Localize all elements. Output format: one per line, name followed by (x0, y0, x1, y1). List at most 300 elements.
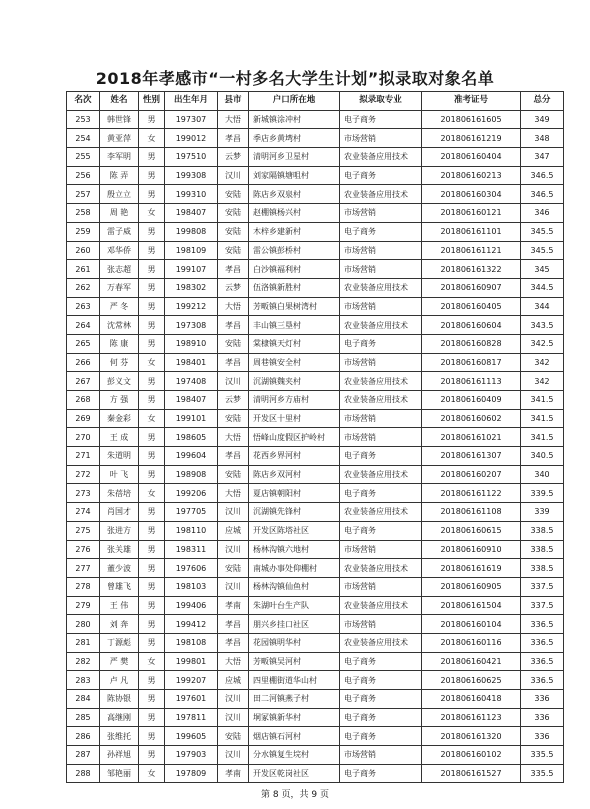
col-name: 姓名 (100, 92, 139, 111)
cell-rank: 278 (67, 577, 100, 596)
cell-name: 孙祥旭 (100, 746, 139, 765)
cell-ticket: 201806160405 (422, 297, 521, 316)
cell-birth: 197408 (165, 372, 218, 391)
cell-county: 汉川 (218, 690, 249, 709)
admission-table (66, 91, 564, 783)
cell-residence: 开发区十里村 (249, 409, 340, 428)
cell-birth: 197903 (165, 746, 218, 765)
cell-ticket: 201806160104 (422, 615, 521, 634)
cell-residence: 花园镇明华村 (249, 633, 340, 652)
cell-rank: 253 (67, 110, 100, 129)
table-row (67, 484, 564, 503)
cell-county: 安陆 (218, 465, 249, 484)
cell-major: 农业装备应用技术 (340, 185, 422, 204)
cell-major: 农业装备应用技术 (340, 559, 422, 578)
cell-birth: 198910 (165, 334, 218, 353)
cell-gender: 男 (139, 428, 165, 447)
cell-name: 陈 康 (100, 334, 139, 353)
cell-score: 336 (521, 708, 564, 727)
cell-county: 孝南 (218, 596, 249, 615)
cell-county: 安陆 (218, 204, 249, 223)
cell-major: 市场营销 (340, 409, 422, 428)
cell-major: 电子商务 (340, 484, 422, 503)
cell-rank: 286 (67, 727, 100, 746)
cell-residence: 开发区陈塔社区 (249, 521, 340, 540)
table-row (67, 708, 564, 727)
cell-county: 孝昌 (218, 260, 249, 279)
cell-rank: 257 (67, 185, 100, 204)
cell-rank: 258 (67, 204, 100, 223)
col-ticket: 准考证号 (422, 92, 521, 111)
cell-score: 345 (521, 260, 564, 279)
cell-score: 335.5 (521, 746, 564, 765)
table-row (67, 615, 564, 634)
cell-score: 338.5 (521, 521, 564, 540)
cell-score: 348 (521, 129, 564, 148)
cell-birth: 198407 (165, 204, 218, 223)
col-county: 县市 (218, 92, 249, 111)
cell-ticket: 201806160905 (422, 577, 521, 596)
cell-major: 市场营销 (340, 577, 422, 596)
cell-gender: 男 (139, 540, 165, 559)
cell-residence: 分水镇复生垸村 (249, 746, 340, 765)
cell-residence: 垌冢镇新华村 (249, 708, 340, 727)
cell-name: 卢 凡 (100, 671, 139, 690)
cell-county: 汉川 (218, 166, 249, 185)
cell-rank: 255 (67, 148, 100, 167)
cell-name: 严 樊 (100, 652, 139, 671)
cell-gender: 男 (139, 316, 165, 335)
cell-county: 孝昌 (218, 129, 249, 148)
cell-residence: 雷公镇彭桥村 (249, 241, 340, 260)
cell-gender: 男 (139, 260, 165, 279)
table-row (67, 297, 564, 316)
cell-birth: 198110 (165, 521, 218, 540)
table-row (67, 148, 564, 167)
table-body (67, 110, 564, 783)
cell-rank: 275 (67, 521, 100, 540)
cell-birth: 198311 (165, 540, 218, 559)
cell-name: 严 冬 (100, 297, 139, 316)
cell-birth: 199310 (165, 185, 218, 204)
cell-score: 336 (521, 690, 564, 709)
cell-residence: 清明河乡卫星村 (249, 148, 340, 167)
table-header-row (67, 92, 564, 111)
cell-residence: 杨林沟镇仙鱼村 (249, 577, 340, 596)
cell-name: 邓华侨 (100, 241, 139, 260)
cell-ticket: 201806160910 (422, 540, 521, 559)
cell-major: 市场营销 (340, 241, 422, 260)
cell-rank: 265 (67, 334, 100, 353)
col-residence: 户口所在地 (249, 92, 340, 111)
cell-rank: 267 (67, 372, 100, 391)
table-row (67, 540, 564, 559)
cell-rank: 268 (67, 391, 100, 410)
cell-score: 342 (521, 372, 564, 391)
cell-ticket: 201806161101 (422, 222, 521, 241)
cell-ticket: 201806160625 (422, 671, 521, 690)
cell-gender: 男 (139, 690, 165, 709)
cell-ticket: 201806160404 (422, 148, 521, 167)
cell-major: 市场营销 (340, 297, 422, 316)
cell-major: 电子商务 (340, 110, 422, 129)
cell-ticket: 201806160602 (422, 409, 521, 428)
cell-name: 刘 奔 (100, 615, 139, 634)
cell-rank: 280 (67, 615, 100, 634)
cell-county: 汉川 (218, 503, 249, 522)
cell-residence: 棠棣镇天灯村 (249, 334, 340, 353)
cell-gender: 男 (139, 746, 165, 765)
cell-rank: 284 (67, 690, 100, 709)
cell-rank: 287 (67, 746, 100, 765)
cell-county: 孝南 (218, 764, 249, 783)
cell-gender: 男 (139, 166, 165, 185)
cell-ticket: 201806161021 (422, 428, 521, 447)
cell-ticket: 201806161619 (422, 559, 521, 578)
cell-major: 电子商务 (340, 447, 422, 466)
cell-name: 朱道明 (100, 447, 139, 466)
table-row (67, 727, 564, 746)
cell-birth: 197705 (165, 503, 218, 522)
cell-birth: 199406 (165, 596, 218, 615)
cell-residence: 陈店乡双河村 (249, 465, 340, 484)
cell-major: 市场营销 (340, 746, 422, 765)
cell-name: 邹艳丽 (100, 764, 139, 783)
cell-score: 349 (521, 110, 564, 129)
cell-county: 应城 (218, 671, 249, 690)
cell-residence: 陈店乡双泉村 (249, 185, 340, 204)
cell-gender: 男 (139, 708, 165, 727)
cell-major: 电子商务 (340, 334, 422, 353)
cell-birth: 199012 (165, 129, 218, 148)
cell-major: 电子商务 (340, 222, 422, 241)
cell-score: 345.5 (521, 241, 564, 260)
cell-residence: 新城镇涂冲村 (249, 110, 340, 129)
cell-score: 343.5 (521, 316, 564, 335)
cell-residence: 四里棚街道华山村 (249, 671, 340, 690)
cell-ticket: 201806161113 (422, 372, 521, 391)
table-row (67, 334, 564, 353)
cell-rank: 274 (67, 503, 100, 522)
cell-birth: 197809 (165, 764, 218, 783)
cell-name: 陈协银 (100, 690, 139, 709)
cell-ticket: 201806161322 (422, 260, 521, 279)
cell-birth: 198401 (165, 353, 218, 372)
cell-major: 农业装备应用技术 (340, 372, 422, 391)
cell-county: 大悟 (218, 297, 249, 316)
cell-gender: 男 (139, 465, 165, 484)
cell-ticket: 201806160207 (422, 465, 521, 484)
cell-ticket: 201806160121 (422, 204, 521, 223)
cell-gender: 男 (139, 391, 165, 410)
table-row (67, 746, 564, 765)
cell-major: 农业装备应用技术 (340, 148, 422, 167)
col-major: 拟录取专业 (340, 92, 422, 111)
cell-gender: 男 (139, 297, 165, 316)
cell-score: 346.5 (521, 166, 564, 185)
cell-score: 337.5 (521, 577, 564, 596)
cell-rank: 263 (67, 297, 100, 316)
table-row (67, 764, 564, 783)
cell-birth: 199605 (165, 727, 218, 746)
cell-rank: 264 (67, 316, 100, 335)
cell-ticket: 201806160102 (422, 746, 521, 765)
cell-gender: 男 (139, 148, 165, 167)
cell-name: 方 强 (100, 391, 139, 410)
cell-ticket: 201806160817 (422, 353, 521, 372)
cell-major: 电子商务 (340, 671, 422, 690)
cell-county: 大悟 (218, 652, 249, 671)
cell-gender: 男 (139, 727, 165, 746)
cell-ticket: 201806161605 (422, 110, 521, 129)
cell-residence: 田二河镇燕子村 (249, 690, 340, 709)
cell-gender: 男 (139, 334, 165, 353)
cell-rank: 288 (67, 764, 100, 783)
cell-residence: 杨林沟镇六地村 (249, 540, 340, 559)
table-row (67, 690, 564, 709)
table-row (67, 391, 564, 410)
cell-county: 云梦 (218, 148, 249, 167)
cell-rank: 273 (67, 484, 100, 503)
cell-residence: 刘家隔镇塘咀村 (249, 166, 340, 185)
cell-birth: 199101 (165, 409, 218, 428)
cell-ticket: 201806161121 (422, 241, 521, 260)
cell-score: 336.5 (521, 633, 564, 652)
cell-name: 陈 弄 (100, 166, 139, 185)
cell-major: 电子商务 (340, 690, 422, 709)
cell-name: 张志超 (100, 260, 139, 279)
cell-rank: 254 (67, 129, 100, 148)
cell-gender: 女 (139, 652, 165, 671)
table-row (67, 110, 564, 129)
cell-birth: 197307 (165, 110, 218, 129)
col-rank: 名次 (67, 92, 100, 111)
table-row (67, 596, 564, 615)
cell-major: 市场营销 (340, 129, 422, 148)
cell-name: 叶 飞 (100, 465, 139, 484)
cell-major: 农业装备应用技术 (340, 633, 422, 652)
cell-name: 周 艳 (100, 204, 139, 223)
table-row (67, 521, 564, 540)
cell-residence: 木梓乡建新村 (249, 222, 340, 241)
cell-gender: 男 (139, 521, 165, 540)
cell-rank: 279 (67, 596, 100, 615)
cell-birth: 197601 (165, 690, 218, 709)
table-row (67, 372, 564, 391)
table-row (67, 465, 564, 484)
cell-ticket: 201806160907 (422, 278, 521, 297)
cell-rank: 270 (67, 428, 100, 447)
cell-residence: 周巷镇安全村 (249, 353, 340, 372)
cell-score: 341.5 (521, 428, 564, 447)
cell-score: 337.5 (521, 596, 564, 615)
cell-county: 安陆 (218, 334, 249, 353)
cell-gender: 男 (139, 185, 165, 204)
cell-major: 电子商务 (340, 521, 422, 540)
cell-score: 347 (521, 148, 564, 167)
cell-major: 电子商务 (340, 727, 422, 746)
cell-birth: 197606 (165, 559, 218, 578)
cell-major: 市场营销 (340, 353, 422, 372)
cell-name: 雷子威 (100, 222, 139, 241)
cell-county: 安陆 (218, 222, 249, 241)
cell-residence: 烟店镇石河村 (249, 727, 340, 746)
cell-birth: 199412 (165, 615, 218, 634)
cell-ticket: 201806160828 (422, 334, 521, 353)
cell-score: 336.5 (521, 615, 564, 634)
cell-rank: 272 (67, 465, 100, 484)
cell-major: 农业装备应用技术 (340, 503, 422, 522)
cell-county: 大悟 (218, 428, 249, 447)
cell-rank: 277 (67, 559, 100, 578)
cell-gender: 女 (139, 353, 165, 372)
cell-birth: 197811 (165, 708, 218, 727)
cell-gender: 男 (139, 615, 165, 634)
cell-county: 大悟 (218, 484, 249, 503)
cell-name: 秦金彩 (100, 409, 139, 428)
cell-gender: 男 (139, 278, 165, 297)
col-birth: 出生年月 (165, 92, 218, 111)
cell-score: 336.5 (521, 652, 564, 671)
cell-major: 电子商务 (340, 166, 422, 185)
cell-county: 汉川 (218, 746, 249, 765)
cell-ticket: 201806161219 (422, 129, 521, 148)
cell-major: 市场营销 (340, 260, 422, 279)
cell-gender: 男 (139, 241, 165, 260)
cell-name: 王 伟 (100, 596, 139, 615)
cell-major: 市场营销 (340, 428, 422, 447)
cell-county: 孝昌 (218, 447, 249, 466)
cell-score: 341.5 (521, 391, 564, 410)
cell-residence: 沉湖镇先锋村 (249, 503, 340, 522)
cell-residence: 伍洛镇新胜村 (249, 278, 340, 297)
cell-name: 张关雄 (100, 540, 139, 559)
cell-gender: 男 (139, 447, 165, 466)
cell-ticket: 201806160604 (422, 316, 521, 335)
cell-gender: 男 (139, 633, 165, 652)
cell-residence: 清明河乡方庙村 (249, 391, 340, 410)
cell-county: 安陆 (218, 559, 249, 578)
cell-county: 大悟 (218, 110, 249, 129)
cell-birth: 198908 (165, 465, 218, 484)
cell-major: 市场营销 (340, 615, 422, 634)
cell-residence: 悟峰山度假区护岭村 (249, 428, 340, 447)
cell-score: 338.5 (521, 540, 564, 559)
cell-county: 应城 (218, 521, 249, 540)
page-footer: 第 8 页，共 9 页 (261, 790, 329, 800)
cell-county: 安陆 (218, 409, 249, 428)
cell-name: 张维托 (100, 727, 139, 746)
cell-score: 338.5 (521, 559, 564, 578)
cell-ticket: 201806161123 (422, 708, 521, 727)
cell-score: 342 (521, 353, 564, 372)
cell-residence: 夏店镇朝阳村 (249, 484, 340, 503)
cell-rank: 271 (67, 447, 100, 466)
cell-birth: 199206 (165, 484, 218, 503)
cell-rank: 266 (67, 353, 100, 372)
cell-birth: 199207 (165, 671, 218, 690)
cell-residence: 丰山镇三垦村 (249, 316, 340, 335)
cell-birth: 198108 (165, 633, 218, 652)
cell-birth: 198605 (165, 428, 218, 447)
table-row (67, 260, 564, 279)
cell-birth: 199107 (165, 260, 218, 279)
cell-ticket: 201806161504 (422, 596, 521, 615)
cell-score: 341.5 (521, 409, 564, 428)
cell-birth: 197510 (165, 148, 218, 167)
cell-score: 344.5 (521, 278, 564, 297)
cell-birth: 199604 (165, 447, 218, 466)
cell-residence: 花西乡界河村 (249, 447, 340, 466)
cell-ticket: 201806160116 (422, 633, 521, 652)
cell-birth: 198407 (165, 391, 218, 410)
cell-residence: 南城办事处仰棚村 (249, 559, 340, 578)
cell-name: 李军明 (100, 148, 139, 167)
table-row (67, 409, 564, 428)
cell-major: 电子商务 (340, 708, 422, 727)
table-row (67, 353, 564, 372)
cell-birth: 199212 (165, 297, 218, 316)
cell-gender: 女 (139, 129, 165, 148)
cell-birth: 198302 (165, 278, 218, 297)
table-row (67, 278, 564, 297)
cell-residence: 芳畈镇白果树湾村 (249, 297, 340, 316)
cell-ticket: 201806160304 (422, 185, 521, 204)
cell-rank: 262 (67, 278, 100, 297)
cell-birth: 198103 (165, 577, 218, 596)
cell-score: 339.5 (521, 484, 564, 503)
cell-rank: 261 (67, 260, 100, 279)
cell-residence: 开发区乾岗社区 (249, 764, 340, 783)
cell-rank: 269 (67, 409, 100, 428)
cell-score: 336 (521, 727, 564, 746)
table-row (67, 652, 564, 671)
table-row (67, 316, 564, 335)
cell-ticket: 201806160421 (422, 652, 521, 671)
cell-rank: 260 (67, 241, 100, 260)
cell-county: 汉川 (218, 372, 249, 391)
cell-gender: 女 (139, 484, 165, 503)
cell-rank: 285 (67, 708, 100, 727)
table-row (67, 671, 564, 690)
cell-major: 农业装备应用技术 (340, 391, 422, 410)
cell-county: 安陆 (218, 727, 249, 746)
cell-county: 安陆 (218, 185, 249, 204)
cell-name: 肖国才 (100, 503, 139, 522)
cell-ticket: 201806161122 (422, 484, 521, 503)
cell-name: 彭义文 (100, 372, 139, 391)
cell-ticket: 201806161320 (422, 727, 521, 746)
table-row (67, 129, 564, 148)
cell-gender: 男 (139, 671, 165, 690)
cell-ticket: 201806160615 (422, 521, 521, 540)
cell-ticket: 201806160409 (422, 391, 521, 410)
table-row (67, 428, 564, 447)
cell-gender: 男 (139, 503, 165, 522)
cell-county: 孝昌 (218, 615, 249, 634)
cell-score: 346 (521, 204, 564, 223)
cell-county: 汉川 (218, 708, 249, 727)
cell-name: 王 成 (100, 428, 139, 447)
cell-score: 344 (521, 297, 564, 316)
table-row (67, 577, 564, 596)
cell-rank: 281 (67, 633, 100, 652)
table-row (67, 559, 564, 578)
cell-rank: 282 (67, 652, 100, 671)
cell-rank: 256 (67, 166, 100, 185)
cell-residence: 赵棚镇杨兴村 (249, 204, 340, 223)
cell-gender: 男 (139, 577, 165, 596)
